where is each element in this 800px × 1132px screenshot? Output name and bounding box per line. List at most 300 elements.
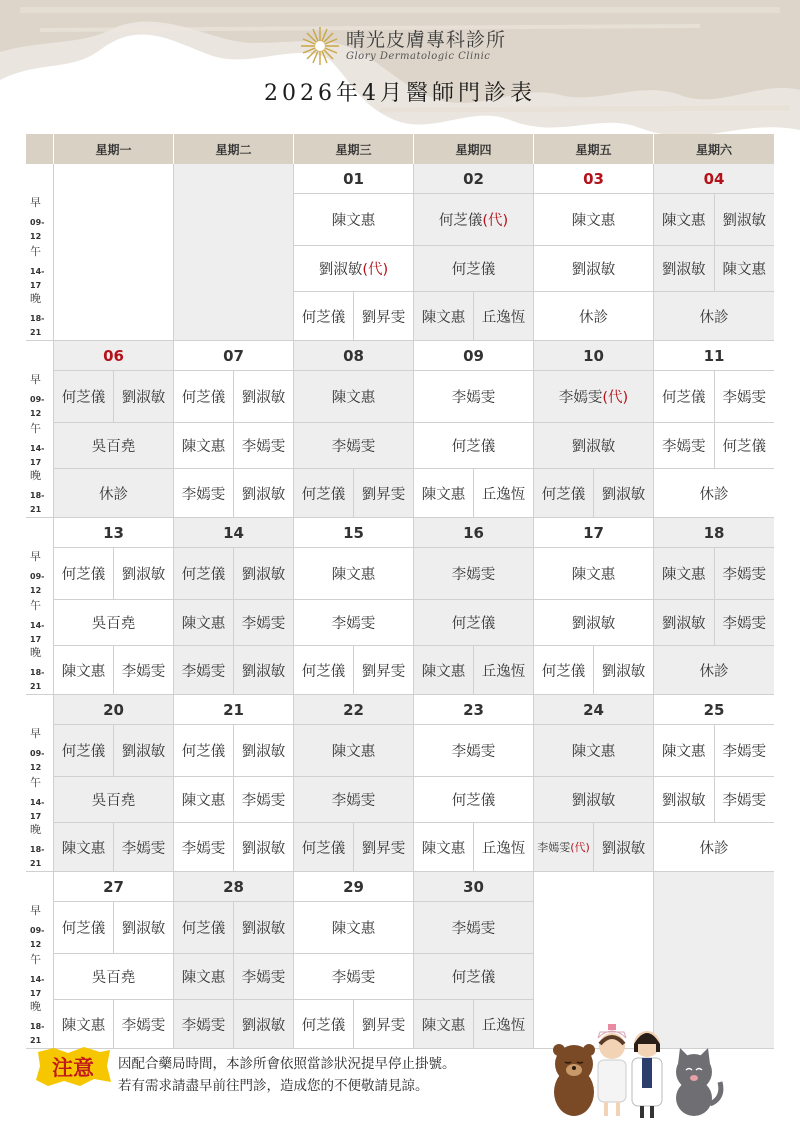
session-slot [54, 725, 173, 777]
doctor-name: 吳百堯 [91, 616, 136, 632]
session-slot [174, 902, 293, 954]
doctor-name: 丘逸恆 [473, 646, 533, 694]
doctor-name: 劉淑敏 (代) [294, 246, 413, 291]
day-cell [174, 341, 294, 517]
session-slot [654, 469, 774, 517]
notice-line: 因配合藥局時間，本診所會依照當診狀況提早停止掛號。 [118, 1056, 456, 1072]
session-slot [54, 600, 173, 646]
session-slot [294, 371, 413, 423]
slot-name: 午 [30, 422, 41, 435]
closed-label: 休診 [699, 663, 729, 680]
day-cell [54, 164, 174, 340]
slot-name: 午 [30, 776, 41, 789]
doctor-name: 何芝儀 [301, 309, 346, 326]
slot-name: 早 [30, 904, 41, 917]
label-spacer [26, 164, 53, 194]
doctor-name: 陳文惠 [421, 486, 466, 503]
session-slot [654, 646, 774, 694]
session-slot [534, 725, 653, 777]
date-number: 02 [414, 164, 533, 194]
date-number: 11 [654, 341, 774, 371]
doctor-name: 李嫣雯 [714, 371, 775, 422]
date-number: 18 [654, 518, 774, 548]
doctor-name: 陳文惠 [421, 840, 466, 857]
session-slot [534, 646, 653, 694]
doctor-name: 李嫣雯 [181, 840, 226, 857]
doctor-mascot-icon [632, 1031, 662, 1118]
slot-name: 晚 [30, 1000, 41, 1013]
date-number: 28 [174, 872, 293, 902]
day-cell [534, 695, 654, 871]
doctor-name: 陳文惠 [331, 213, 376, 229]
date-number: 13 [54, 518, 173, 548]
doctor-name: 陳文惠 [181, 439, 226, 455]
doctor-name: 李嫣雯 [113, 646, 173, 694]
date-number: 24 [534, 695, 653, 725]
empty-day [54, 164, 173, 340]
doctor-name: 陳文惠 [61, 840, 106, 857]
session-slot [294, 725, 413, 777]
schedule-table [26, 134, 774, 1049]
closed-label: 休診 [699, 309, 729, 326]
doctor-name: 李嫣雯 [714, 548, 775, 599]
doctor-name: 李嫣雯 [451, 921, 496, 937]
session-slot [174, 423, 293, 469]
substitute-marker: (代) [482, 213, 509, 229]
day-cell [54, 695, 174, 871]
session-slot [174, 954, 293, 1000]
day-cell [294, 341, 414, 517]
doctor-name: 何芝儀 [181, 921, 226, 937]
session-slot [654, 423, 774, 469]
slot-time: 14-17 [30, 621, 45, 644]
session-slot [174, 823, 293, 871]
date-number: 27 [54, 872, 173, 902]
doctor-name: 陳文惠 [61, 663, 106, 680]
session-slot [654, 777, 774, 823]
session-slot [54, 902, 173, 954]
doctor-name: 陳文惠 [421, 663, 466, 680]
slot-time: 18-21 [30, 668, 45, 691]
notice-text [118, 1053, 456, 1097]
session-slot [414, 469, 533, 517]
slot-label [26, 902, 53, 954]
session-slot [174, 548, 293, 600]
weekday-label: 星期五 [534, 134, 654, 164]
doctor-name: 陳文惠 [181, 616, 226, 632]
doctor-name: 丘逸恆 [473, 823, 533, 871]
day-cell [294, 872, 414, 1048]
session-slot [174, 1000, 293, 1048]
doctor-name: 何芝儀 [662, 390, 706, 406]
doctor-name: 李嫣雯 [181, 1017, 226, 1034]
doctor-name: 劉淑敏 [571, 439, 616, 455]
label-spacer [26, 341, 53, 371]
doctor-name: 劉淑敏 [571, 793, 616, 809]
weekday-label: 星期二 [174, 134, 294, 164]
date-number: 22 [294, 695, 413, 725]
doctor-name: 劉淑敏 [571, 262, 616, 278]
doctor-name: 何芝儀 [61, 567, 106, 583]
empty-day [174, 164, 293, 340]
date-number: 29 [294, 872, 413, 902]
week-row [26, 695, 774, 872]
slot-name: 午 [30, 599, 41, 612]
doctor-name: 吳百堯 [91, 439, 136, 455]
doctor-name: 劉淑敏 [233, 646, 293, 694]
doctor-name: 劉昇雯 [353, 646, 413, 694]
sun-logo-icon [298, 24, 342, 68]
doctor-name: 李嫣雯 [451, 567, 496, 583]
doctor-name: 陳文惠 [571, 744, 616, 760]
session-slot [534, 371, 653, 423]
day-cell [174, 518, 294, 694]
doctor-name: 陳文惠 [331, 390, 376, 406]
session-slot [534, 194, 653, 246]
date-number: 10 [534, 341, 653, 371]
session-slot [654, 725, 774, 777]
slot-time: 09-12 [30, 926, 45, 949]
session-slot [54, 823, 173, 871]
doctor-name: 何芝儀 [61, 744, 106, 760]
session-slot [534, 777, 653, 823]
slot-name: 晚 [30, 646, 41, 659]
date-number: 30 [414, 872, 533, 902]
slot-time: 09-12 [30, 749, 45, 772]
session-slot [174, 725, 293, 777]
doctor-name: 劉淑敏 [662, 262, 706, 278]
doctor-name: 李嫣雯 [181, 663, 226, 680]
session-slot [534, 246, 653, 292]
bear-mascot-icon [553, 1044, 595, 1116]
nurse-mascot-icon [598, 1024, 626, 1116]
doctor-name: 丘逸恆 [473, 469, 533, 517]
session-slot [174, 777, 293, 823]
doctor-name: 劉淑敏 [233, 823, 293, 871]
doctor-name: 李嫣雯 [233, 954, 293, 999]
closed-label: 休診 [699, 840, 729, 857]
slot-time: 09-12 [30, 572, 45, 595]
weekday-label: 星期三 [294, 134, 414, 164]
session-slot [294, 548, 413, 600]
day-cell [534, 518, 654, 694]
slot-label [26, 1000, 53, 1048]
doctor-name: 劉淑敏 [113, 902, 173, 953]
slot-label [26, 725, 53, 777]
day-cell [414, 695, 534, 871]
slot-time: 14-17 [30, 975, 45, 998]
day-cell [654, 341, 774, 517]
session-slot [654, 292, 774, 340]
doctor-name: 陳文惠 [181, 970, 226, 986]
doctor-name: 何芝儀 [541, 663, 586, 680]
session-slot [414, 823, 533, 871]
session-slot [534, 823, 653, 871]
day-cell [294, 518, 414, 694]
slot-name: 午 [30, 953, 41, 966]
session-slot [54, 646, 173, 694]
session-slot [654, 548, 774, 600]
doctor-name: 李嫣雯 [451, 744, 496, 760]
doctor-name: 李嫣雯 [113, 823, 173, 871]
doctor-name: 何芝儀 [301, 840, 346, 857]
slot-time: 18-21 [30, 491, 45, 514]
day-cell [54, 518, 174, 694]
doctor-name: 劉昇雯 [353, 292, 413, 340]
doctor-name: 何芝儀 [61, 390, 106, 406]
weekday-label: 星期六 [695, 142, 732, 157]
doctor-name: 劉昇雯 [353, 1000, 413, 1048]
date-number: 07 [174, 341, 293, 371]
day-cell [414, 872, 534, 1048]
session-slot [174, 469, 293, 517]
session-slot [414, 246, 533, 292]
slot-time: 14-17 [30, 798, 45, 821]
session-slot [54, 954, 173, 1000]
slot-name: 早 [30, 373, 41, 386]
session-slot [534, 600, 653, 646]
substitute-marker: (代) [570, 841, 590, 854]
doctor-name: 陳文惠 [662, 567, 706, 583]
date-number: 14 [174, 518, 293, 548]
session-slot [174, 646, 293, 694]
session-slot [654, 246, 774, 292]
day-cell [294, 695, 414, 871]
slot-time: 18-21 [30, 1022, 45, 1045]
date-number: 17 [534, 518, 653, 548]
session-slot [534, 469, 653, 517]
slot-label [26, 246, 53, 292]
week-row [26, 164, 774, 341]
session-slot [534, 423, 653, 469]
slot-time: 18-21 [30, 314, 45, 337]
session-slot [294, 469, 413, 517]
closed-label: 休診 [99, 486, 128, 503]
day-cell [654, 518, 774, 694]
notice-line: 若有需求請盡早前往門診，造成您的不便敬請見諒。 [118, 1078, 429, 1094]
doctor-name: 李嫣雯 [714, 725, 775, 776]
slot-label-column [26, 518, 54, 694]
session-slot [414, 954, 533, 1000]
slot-label-column [26, 695, 54, 871]
doctor-name: 陳文惠 [662, 744, 706, 760]
doctor-name: 劉昇雯 [353, 469, 413, 517]
doctor-name: 陳文惠 [662, 213, 706, 229]
day-cell [174, 695, 294, 871]
session-slot [414, 423, 533, 469]
doctor-name: 何芝儀 [451, 262, 496, 278]
slot-time: 09-12 [30, 218, 45, 241]
doctor-name: 李嫣雯 [233, 600, 293, 645]
session-slot [174, 600, 293, 646]
clinic-logo [298, 24, 506, 68]
doctor-name: 何芝儀 [541, 486, 586, 503]
day-cell [54, 341, 174, 517]
doctor-name: 劉淑敏 [593, 823, 653, 871]
session-slot [54, 371, 173, 423]
slot-label [26, 548, 53, 600]
doctor-name: 李嫣雯 [113, 1000, 173, 1048]
day-cell [174, 164, 294, 340]
doctor-name: 陳文惠 [331, 921, 376, 937]
slot-time: 14-17 [30, 267, 45, 290]
day-cell [654, 695, 774, 871]
doctor-name: 何芝儀 [301, 663, 346, 680]
doctor-name: 陳文惠 [331, 567, 376, 583]
doctor-name: 劉淑敏 [113, 371, 173, 422]
day-cell [534, 341, 654, 517]
session-slot [54, 777, 173, 823]
doctor-name: 劉淑敏 [233, 1000, 293, 1048]
doctor-name: 何芝儀 [714, 423, 775, 468]
doctor-name: 劉淑敏 [233, 371, 293, 422]
doctor-name: 李嫣雯 (代) [537, 841, 590, 854]
date-number: 23 [414, 695, 533, 725]
doctor-name: 丘逸恆 [473, 1000, 533, 1048]
mascot-illustration [548, 1008, 724, 1120]
session-slot [414, 902, 533, 954]
slot-time: 09-12 [30, 395, 45, 418]
day-cell [294, 164, 414, 340]
doctor-name: 陳文惠 [421, 309, 466, 326]
session-slot [414, 1000, 533, 1048]
doctor-name: 劉淑敏 [113, 725, 173, 776]
doctor-name: 吳百堯 [91, 793, 136, 809]
doctor-name: 劉淑敏 [714, 194, 775, 245]
session-slot [54, 469, 173, 517]
doctor-name: 李嫣雯 [233, 423, 293, 468]
session-slot [294, 292, 413, 340]
session-slot [294, 646, 413, 694]
session-slot [414, 371, 533, 423]
doctor-name: 丘逸恆 [473, 292, 533, 340]
closed-label: 休診 [579, 309, 608, 326]
doctor-name: 李嫣雯 [331, 616, 376, 632]
doctor-name: 陳文惠 [331, 744, 376, 760]
session-slot [294, 777, 413, 823]
session-slot [414, 292, 533, 340]
slot-label [26, 194, 53, 246]
session-slot [534, 292, 653, 340]
doctor-name: 何芝儀 [451, 616, 496, 632]
slot-name: 晚 [30, 292, 41, 305]
weeks-container [26, 164, 774, 1049]
slot-label-column [26, 341, 54, 517]
session-slot [654, 600, 774, 646]
date-number: 03 [534, 164, 653, 194]
session-slot [294, 1000, 413, 1048]
session-slot [414, 548, 533, 600]
notice-badge [34, 1046, 112, 1088]
day-cell [414, 518, 534, 694]
date-number: 20 [54, 695, 173, 725]
clinic-name: 晴光皮膚專科診所 [346, 29, 507, 51]
label-spacer [26, 518, 53, 548]
slot-name: 早 [30, 727, 41, 740]
date-number: 21 [174, 695, 293, 725]
doctor-name: 陳文惠 [181, 793, 226, 809]
doctor-name: 劉昇雯 [353, 823, 413, 871]
doctor-name: 陳文惠 [571, 567, 616, 583]
week-row [26, 518, 774, 695]
slot-label [26, 469, 53, 517]
session-slot [54, 423, 173, 469]
clinic-subtitle: Glory Dermatologic Clinic [346, 51, 491, 62]
doctor-name: 李嫣雯 [662, 439, 706, 455]
session-slot [54, 548, 173, 600]
doctor-name: 何芝儀 [61, 921, 106, 937]
doctor-name: 李嫣雯 [331, 793, 376, 809]
doctor-name: 陳文惠 [571, 213, 616, 229]
doctor-name: 何芝儀 [451, 970, 496, 986]
date-number: 04 [654, 164, 774, 194]
session-slot [654, 371, 774, 423]
day-cell [54, 872, 174, 1048]
slot-label-column [26, 872, 54, 1048]
substitute-marker: (代) [362, 262, 389, 278]
slot-name: 午 [30, 245, 41, 258]
doctor-name: 李嫣雯 [233, 777, 293, 822]
doctor-name: 何芝儀 [301, 1017, 346, 1034]
session-slot [294, 954, 413, 1000]
weekday-header [26, 134, 774, 164]
doctor-name: 劉淑敏 [662, 793, 706, 809]
date-number: 25 [654, 695, 774, 725]
session-slot [414, 777, 533, 823]
doctor-name: 劉淑敏 [113, 548, 173, 599]
doctor-name: 李嫣雯 [181, 486, 226, 503]
doctor-name: 陳文惠 [714, 246, 775, 291]
doctor-name: 何芝儀 [181, 390, 226, 406]
doctor-name: 何芝儀 [181, 744, 226, 760]
session-slot [534, 548, 653, 600]
slot-label [26, 777, 53, 823]
doctor-name: 陳文惠 [421, 1017, 466, 1034]
slot-name: 晚 [30, 469, 41, 482]
doctor-name: 劉淑敏 [233, 548, 293, 599]
session-slot [54, 1000, 173, 1048]
day-cell [414, 341, 534, 517]
doctor-name: 劉淑敏 [233, 725, 293, 776]
slot-label [26, 823, 53, 871]
doctor-name: 劉淑敏 [571, 616, 616, 632]
slot-name: 早 [30, 196, 41, 209]
date-number: 16 [414, 518, 533, 548]
notice-badge-text: 注意 [52, 1056, 94, 1080]
session-slot [294, 423, 413, 469]
session-slot [294, 246, 413, 292]
slot-label [26, 954, 53, 1000]
session-slot [654, 823, 774, 871]
session-slot [414, 194, 533, 246]
doctor-name: 何芝儀 [301, 486, 346, 503]
date-number: 01 [294, 164, 413, 194]
slot-label [26, 292, 53, 340]
week-row [26, 341, 774, 518]
date-number: 06 [54, 341, 173, 371]
day-cell [414, 164, 534, 340]
doctor-name: 李嫣雯 [714, 777, 775, 822]
weekday-label: 星期一 [54, 134, 174, 164]
doctor-name: 劉淑敏 [593, 646, 653, 694]
session-slot [174, 371, 293, 423]
doctor-name: 李嫣雯 (代) [534, 371, 653, 422]
slot-label [26, 646, 53, 694]
doctor-name: 劉淑敏 [233, 902, 293, 953]
doctor-name: 何芝儀 [181, 567, 226, 583]
slot-label [26, 600, 53, 646]
substitute-marker: (代) [602, 390, 629, 406]
